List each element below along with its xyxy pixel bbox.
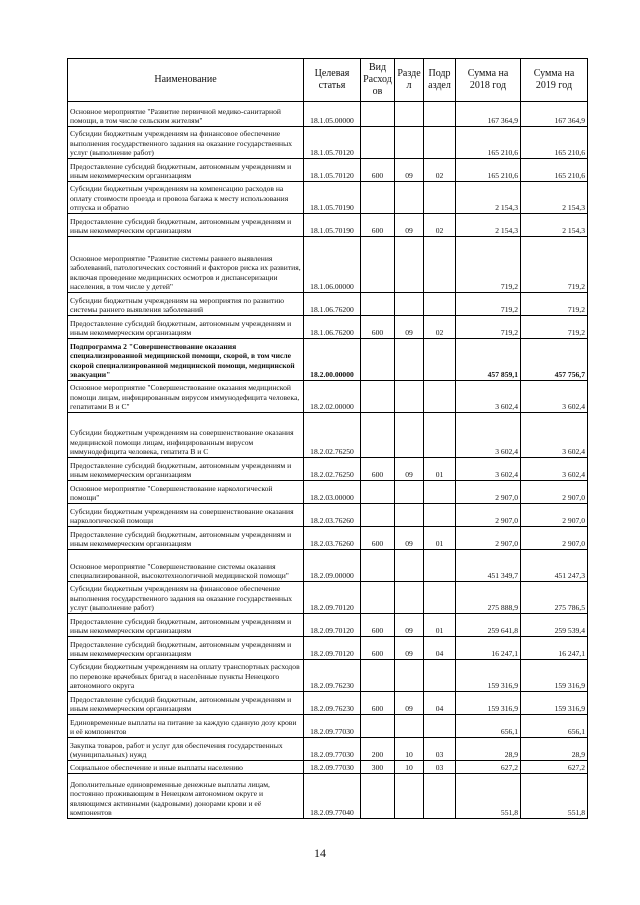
target-article-cell: 18.2.02.76250 xyxy=(304,413,361,458)
sum-2019-cell: 2 154,3 xyxy=(521,214,588,237)
table-row xyxy=(68,715,588,738)
sum-2019-cell: 719,2 xyxy=(521,293,588,316)
sum-2019-cell: 551,8 xyxy=(521,774,588,819)
row-name-cell: Предоставление субсидий бюджетным, автономным учреждениям и иным некоммерческим организациям xyxy=(68,527,304,550)
expense-type-cell: 200 xyxy=(361,738,395,761)
header-sum-2019: Сумма на 2019 год xyxy=(521,59,588,102)
section-cell xyxy=(395,182,424,214)
section-cell: 09 xyxy=(395,527,424,550)
table-row xyxy=(68,504,588,527)
row-name-cell: Основное мероприятие "Совершенствование наркологической помощи" xyxy=(68,481,304,504)
expense-type-cell: 600 xyxy=(361,316,395,339)
subsection-cell xyxy=(424,550,456,582)
target-article-cell: 18.1.06.00000 xyxy=(304,237,361,293)
table-row xyxy=(68,182,588,214)
section-cell xyxy=(395,660,424,692)
target-article-cell: 18.1.05.00000 xyxy=(304,102,361,127)
row-name-cell: Основное мероприятие "Совершенствование системы оказания специализированной, высокотехнологичной медицинской помощи" xyxy=(68,550,304,582)
subsection-cell xyxy=(424,182,456,214)
expense-type-cell xyxy=(361,550,395,582)
expense-type-cell xyxy=(361,381,395,413)
section-cell xyxy=(395,481,424,504)
target-article-cell: 18.1.05.70120 xyxy=(304,159,361,182)
expense-type-cell xyxy=(361,582,395,614)
row-name-cell: Дополнительные единовременные денежные выплаты лицам, постоянно проживающим в Ненецком автономном округе и являющимся активными (кадровыми) донорами крови и её компонентов xyxy=(68,774,304,819)
target-article-cell: 18.2.09.77030 xyxy=(304,738,361,761)
subsection-cell xyxy=(424,715,456,738)
row-name-cell: Основное мероприятие "Развитие системы раннего выявления заболеваний, патологических состояний и факторов риска их развития, включая проведение медицинских осмотров и диспансеризации населения, в том числе у детей" xyxy=(68,237,304,293)
header-section: Разде л xyxy=(395,59,424,102)
subsection-cell xyxy=(424,504,456,527)
subsection-cell xyxy=(424,413,456,458)
section-cell: 09 xyxy=(395,637,424,660)
section-cell: 09 xyxy=(395,214,424,237)
table-row xyxy=(68,692,588,715)
sum-2019-cell: 159 316,9 xyxy=(521,692,588,715)
expense-type-cell: 600 xyxy=(361,214,395,237)
table-row xyxy=(68,127,588,159)
header-sum-2018: Сумма на 2018 год xyxy=(456,59,521,102)
sum-2019-cell: 16 247,1 xyxy=(521,637,588,660)
row-name-cell: Субсидии бюджетным учреждениям на совершенствование оказания наркологической помощи xyxy=(68,504,304,527)
target-article-cell: 18.2.00.00000 xyxy=(304,339,361,381)
sum-2018-cell: 551,8 xyxy=(456,774,521,819)
table-row xyxy=(68,339,588,381)
sum-2018-cell: 451 349,7 xyxy=(456,550,521,582)
subsection-cell: 03 xyxy=(424,738,456,761)
target-article-cell: 18.1.05.70120 xyxy=(304,127,361,159)
table-row xyxy=(68,381,588,413)
target-article-cell: 18.2.09.76230 xyxy=(304,660,361,692)
expense-type-cell: 600 xyxy=(361,692,395,715)
sum-2018-cell: 627,2 xyxy=(456,761,521,774)
row-name-cell: Социальное обеспечение и иные выплаты населению xyxy=(68,761,304,774)
sum-2019-cell: 719,2 xyxy=(521,237,588,293)
section-cell: 09 xyxy=(395,614,424,637)
sum-2018-cell: 16 247,1 xyxy=(456,637,521,660)
expense-type-cell: 600 xyxy=(361,458,395,481)
row-name-cell: Субсидии бюджетным учреждениям на финансовое обеспечение выполнения государственного задания на оказание государственных услуг (выполнение работ) xyxy=(68,127,304,159)
subsection-cell xyxy=(424,237,456,293)
section-cell xyxy=(395,127,424,159)
subsection-cell xyxy=(424,127,456,159)
table-row xyxy=(68,614,588,637)
sum-2018-cell: 2 907,0 xyxy=(456,504,521,527)
row-name-cell: Основное мероприятие "Совершенствование оказания медицинской помощи лицам, инфицированным вирусом иммунодефицита человека, гепатитами B и C" xyxy=(68,381,304,413)
target-article-cell: 18.2.09.70120 xyxy=(304,614,361,637)
section-cell xyxy=(395,339,424,381)
expense-type-cell xyxy=(361,127,395,159)
header-row xyxy=(68,59,588,102)
sum-2018-cell: 3 602,4 xyxy=(456,381,521,413)
target-article-cell: 18.2.02.76250 xyxy=(304,458,361,481)
expense-type-cell xyxy=(361,504,395,527)
sum-2019-cell: 457 756,7 xyxy=(521,339,588,381)
sum-2019-cell: 2 907,0 xyxy=(521,504,588,527)
table-row xyxy=(68,738,588,761)
target-article-cell: 18.1.05.70190 xyxy=(304,182,361,214)
sum-2018-cell: 2 154,3 xyxy=(456,182,521,214)
target-article-cell: 18.2.09.77030 xyxy=(304,761,361,774)
sum-2019-cell: 656,1 xyxy=(521,715,588,738)
sum-2018-cell: 165 210,6 xyxy=(456,127,521,159)
expense-type-cell xyxy=(361,339,395,381)
subsection-cell: 01 xyxy=(424,614,456,637)
sum-2018-cell: 3 602,4 xyxy=(456,413,521,458)
expense-type-cell xyxy=(361,237,395,293)
target-article-cell: 18.2.03.00000 xyxy=(304,481,361,504)
expense-type-cell: 600 xyxy=(361,527,395,550)
table-row xyxy=(68,102,588,127)
sum-2018-cell: 719,2 xyxy=(456,237,521,293)
sum-2018-cell: 165 210,6 xyxy=(456,159,521,182)
sum-2018-cell: 719,2 xyxy=(456,293,521,316)
subsection-cell xyxy=(424,774,456,819)
section-cell: 09 xyxy=(395,316,424,339)
expense-type-cell: 600 xyxy=(361,159,395,182)
expense-type-cell xyxy=(361,481,395,504)
sum-2019-cell: 167 364,9 xyxy=(521,102,588,127)
row-name-cell: Субсидии бюджетным учреждениям на совершенствование оказания медицинской помощи лицам, инфицированным вирусом иммунодефицита человека, гепатита B и C xyxy=(68,413,304,458)
table-row xyxy=(68,293,588,316)
sum-2019-cell: 28,9 xyxy=(521,738,588,761)
target-article-cell: 18.2.09.00000 xyxy=(304,550,361,582)
table-row xyxy=(68,761,588,774)
sum-2018-cell: 275 888,9 xyxy=(456,582,521,614)
sum-2018-cell: 28,9 xyxy=(456,738,521,761)
header-name: Наименование xyxy=(68,59,304,102)
table-row xyxy=(68,481,588,504)
table-row xyxy=(68,159,588,182)
section-cell: 09 xyxy=(395,458,424,481)
subsection-cell: 01 xyxy=(424,458,456,481)
table-row xyxy=(68,582,588,614)
sum-2018-cell: 3 602,4 xyxy=(456,458,521,481)
table-body xyxy=(68,102,588,819)
sum-2018-cell: 2 907,0 xyxy=(456,527,521,550)
row-name-cell: Основное мероприятие "Развитие первичной медико-санитарной помощи, в том числе сельским жителям" xyxy=(68,102,304,127)
sum-2018-cell: 167 364,9 xyxy=(456,102,521,127)
table-row xyxy=(68,237,588,293)
sum-2019-cell: 451 247,3 xyxy=(521,550,588,582)
expense-type-cell: 600 xyxy=(361,637,395,660)
expense-type-cell xyxy=(361,660,395,692)
row-name-cell: Предоставление субсидий бюджетным, автономным учреждениям и иным некоммерческим организациям xyxy=(68,692,304,715)
subsection-cell xyxy=(424,102,456,127)
section-cell xyxy=(395,381,424,413)
table-row xyxy=(68,214,588,237)
sum-2019-cell: 719,2 xyxy=(521,316,588,339)
sum-2018-cell: 259 641,8 xyxy=(456,614,521,637)
section-cell: 09 xyxy=(395,159,424,182)
target-article-cell: 18.2.09.76230 xyxy=(304,692,361,715)
sum-2018-cell: 656,1 xyxy=(456,715,521,738)
expense-type-cell xyxy=(361,182,395,214)
row-name-cell: Предоставление субсидий бюджетным, автономным учреждениям и иным некоммерческим организациям xyxy=(68,316,304,339)
sum-2019-cell: 259 539,4 xyxy=(521,614,588,637)
header-expense-type: Вид Расход ов xyxy=(361,59,395,102)
table-row xyxy=(68,527,588,550)
table-row xyxy=(68,458,588,481)
target-article-cell: 18.2.02.00000 xyxy=(304,381,361,413)
sum-2018-cell: 159 316,9 xyxy=(456,692,521,715)
row-name-cell: Подпрограмма 2 "Совершенствование оказания специализированной медицинской помощи, скорой, в том числе скорой специализированной медицинской помощи, медицинской эвакуации" xyxy=(68,339,304,381)
sum-2018-cell: 457 859,1 xyxy=(456,339,521,381)
sum-2018-cell: 159 316,9 xyxy=(456,660,521,692)
expense-type-cell xyxy=(361,413,395,458)
target-article-cell: 18.2.03.76260 xyxy=(304,527,361,550)
row-name-cell: Субсидии бюджетным учреждениям на оплату транспортных расходов по перевозке врачебных бригад в населённые пункты Ненецкого автономного округа xyxy=(68,660,304,692)
section-cell xyxy=(395,237,424,293)
header-subsection: Подр аздел xyxy=(424,59,456,102)
row-name-cell: Предоставление субсидий бюджетным, автономным учреждениям и иным некоммерческим организациям xyxy=(68,159,304,182)
row-name-cell: Предоставление субсидий бюджетным, автономным учреждениям и иным некоммерческим организациям xyxy=(68,637,304,660)
subsection-cell: 03 xyxy=(424,761,456,774)
section-cell xyxy=(395,102,424,127)
subsection-cell xyxy=(424,481,456,504)
target-article-cell: 18.1.05.70190 xyxy=(304,214,361,237)
sum-2019-cell: 275 786,5 xyxy=(521,582,588,614)
sum-2019-cell: 3 602,4 xyxy=(521,381,588,413)
table-row xyxy=(68,413,588,458)
sum-2019-cell: 3 602,4 xyxy=(521,413,588,458)
section-cell xyxy=(395,582,424,614)
subsection-cell: 04 xyxy=(424,637,456,660)
subsection-cell xyxy=(424,381,456,413)
row-name-cell: Субсидии бюджетным учреждениям на мероприятия по развитию системы раннего выявления заболеваний xyxy=(68,293,304,316)
target-article-cell: 18.2.09.77030 xyxy=(304,715,361,738)
target-article-cell: 18.2.09.70120 xyxy=(304,637,361,660)
sum-2019-cell: 159 316,9 xyxy=(521,660,588,692)
target-article-cell: 18.2.09.77040 xyxy=(304,774,361,819)
section-cell xyxy=(395,504,424,527)
section-cell: 10 xyxy=(395,738,424,761)
page-number: 14 xyxy=(314,846,326,860)
subsection-cell xyxy=(424,582,456,614)
row-name-cell: Закупка товаров, работ и услуг для обеспечения государственных (муниципальных) нужд xyxy=(68,738,304,761)
sum-2018-cell: 2 154,3 xyxy=(456,214,521,237)
expense-type-cell: 600 xyxy=(361,614,395,637)
subsection-cell: 01 xyxy=(424,527,456,550)
sum-2019-cell: 165 210,6 xyxy=(521,159,588,182)
sum-2019-cell: 3 602,4 xyxy=(521,458,588,481)
table-row xyxy=(68,550,588,582)
row-name-cell: Субсидии бюджетным учреждениям на финансовое обеспечение выполнения государственного задания на оказание государственных услуг (выполнение работ) xyxy=(68,582,304,614)
sum-2018-cell: 2 907,0 xyxy=(456,481,521,504)
sum-2018-cell: 719,2 xyxy=(456,316,521,339)
target-article-cell: 18.2.03.76260 xyxy=(304,504,361,527)
subsection-cell: 02 xyxy=(424,214,456,237)
sum-2019-cell: 2 907,0 xyxy=(521,527,588,550)
section-cell: 09 xyxy=(395,692,424,715)
target-article-cell: 18.1.06.76200 xyxy=(304,316,361,339)
table-row xyxy=(68,316,588,339)
table-row xyxy=(68,774,588,819)
subsection-cell xyxy=(424,293,456,316)
target-article-cell: 18.2.09.70120 xyxy=(304,582,361,614)
target-article-cell: 18.1.06.76200 xyxy=(304,293,361,316)
table-row xyxy=(68,660,588,692)
subsection-cell xyxy=(424,660,456,692)
section-cell xyxy=(395,715,424,738)
section-cell: 10 xyxy=(395,761,424,774)
subsection-cell xyxy=(424,339,456,381)
expense-type-cell: 300 xyxy=(361,761,395,774)
header-target-article: Целевая статья xyxy=(304,59,361,102)
sum-2019-cell: 2 154,3 xyxy=(521,182,588,214)
expense-type-cell xyxy=(361,102,395,127)
sum-2019-cell: 2 907,0 xyxy=(521,481,588,504)
row-name-cell: Предоставление субсидий бюджетным, автономным учреждениям и иным некоммерческим организациям xyxy=(68,614,304,637)
expense-type-cell xyxy=(361,774,395,819)
row-name-cell: Предоставление субсидий бюджетным, автономным учреждениям и иным некоммерческим организациям xyxy=(68,458,304,481)
table-row xyxy=(68,637,588,660)
subsection-cell: 02 xyxy=(424,316,456,339)
sum-2019-cell: 627,2 xyxy=(521,761,588,774)
row-name-cell: Субсидии бюджетным учреждениям на компенсацию расходов на оплату стоимости проезда и провоза багажа к месту использования отпуска и обратно xyxy=(68,182,304,214)
budget-table xyxy=(67,58,588,819)
section-cell xyxy=(395,413,424,458)
section-cell xyxy=(395,774,424,819)
section-cell xyxy=(395,293,424,316)
expense-type-cell xyxy=(361,715,395,738)
subsection-cell: 02 xyxy=(424,159,456,182)
sum-2019-cell: 165 210,6 xyxy=(521,127,588,159)
subsection-cell: 04 xyxy=(424,692,456,715)
section-cell xyxy=(395,550,424,582)
expense-type-cell xyxy=(361,293,395,316)
row-name-cell: Единовременные выплаты на питание за каждую сданную дозу крови и её компонентов xyxy=(68,715,304,738)
row-name-cell: Предоставление субсидий бюджетным, автономным учреждениям и иным некоммерческим организациям xyxy=(68,214,304,237)
